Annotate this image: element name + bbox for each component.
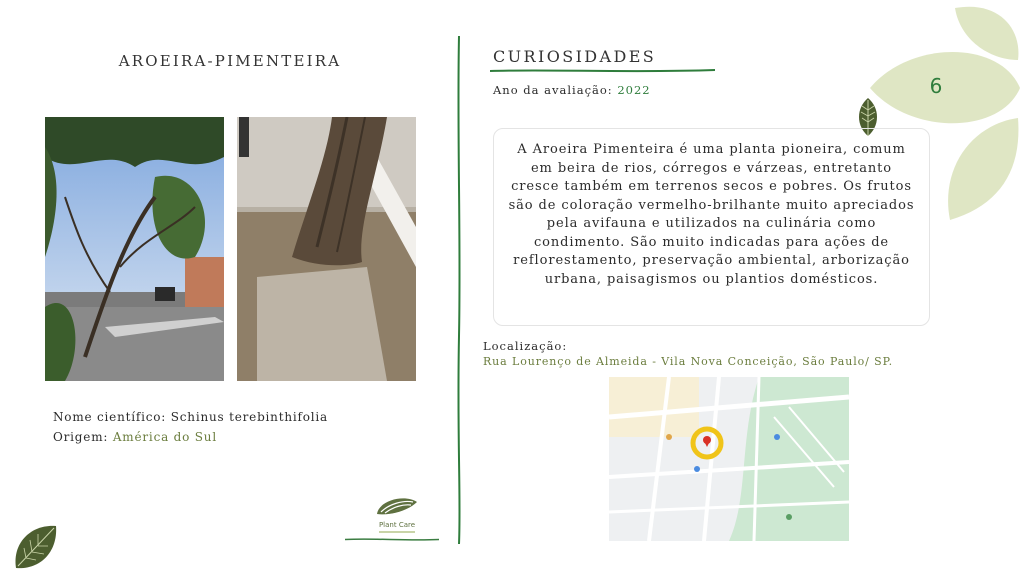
logo-underline bbox=[345, 538, 439, 541]
location-map[interactable] bbox=[609, 377, 849, 541]
evaluation-year-value: 2022 bbox=[617, 83, 651, 97]
description-box bbox=[493, 128, 930, 326]
tree-trunk-photo bbox=[237, 117, 416, 381]
decorative-leaf-bottom-left bbox=[12, 522, 60, 572]
page-number: 6 bbox=[929, 74, 943, 98]
tree-photo-full bbox=[45, 117, 224, 381]
plant-title: AROEIRA-PIMENTEIRA bbox=[118, 52, 342, 70]
svg-text:Plant Care: Plant Care bbox=[378, 521, 416, 529]
description-text: A Aroeira Pimenteira é uma planta pioneira, comum em beira de rios, córregos e várzeas, entretanto cresce também em terrenos secos e pobres. Os frutos são de coloração vermelho-brilhante muito apreciados pela avifauna e utilizados na culinária como condimento. São muito indicadas para ações de reflorestamento, preservação ambiental, arborização urbana, paisagismos ou plantios domésticos. bbox=[508, 142, 915, 287]
evaluation-year-label: Ano da avaliação: bbox=[493, 83, 613, 97]
section-title: CURIOSIDADES bbox=[493, 47, 657, 66]
scientific-name-row bbox=[53, 407, 328, 427]
origin-label: Origem: bbox=[53, 430, 109, 444]
plant-care-logo bbox=[365, 492, 429, 542]
vertical-divider bbox=[456, 36, 462, 544]
scientific-name-value: Schinus terebinthifolia bbox=[170, 410, 328, 424]
location-address: Rua Lourenço de Almeida - Vila Nova Conceição, São Paulo/ SP. bbox=[483, 355, 894, 368]
evaluation-year-row bbox=[493, 83, 651, 97]
origin-value: América do Sul bbox=[112, 430, 217, 444]
section-title-underline bbox=[490, 68, 715, 74]
scientific-name-label: Nome científico: bbox=[53, 410, 167, 424]
location-label: Localização: bbox=[483, 339, 568, 353]
origin-row bbox=[53, 427, 328, 447]
